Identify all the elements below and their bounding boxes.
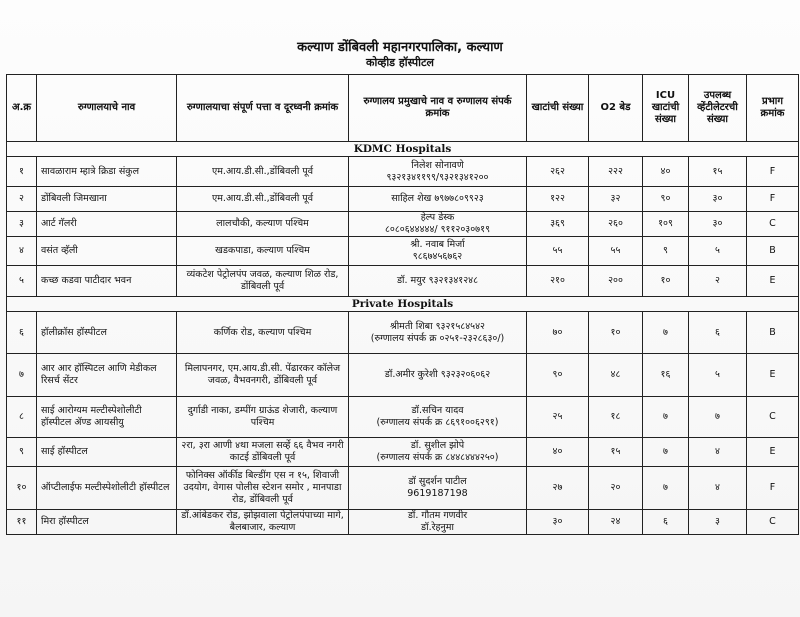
table-row xyxy=(7,510,799,535)
cell-beds: १२२ xyxy=(527,187,589,212)
cell-o2: १५ xyxy=(589,438,643,467)
col-ward: प्रभाग क्रमांक xyxy=(747,75,799,142)
contact-secondary: ९३२१३४११९९/९३२१३४१२०० xyxy=(386,171,489,183)
cell-name: आर्ट गॅलरी xyxy=(37,212,177,237)
cell-address: एम.आय.डी.सी.,डोंबिवली पूर्व xyxy=(177,157,349,187)
cell-address: एम.आय.डी.सी.,डोंबिवली पूर्व xyxy=(177,187,349,212)
cell-o2: २६० xyxy=(589,212,643,237)
cell-sr: ११ xyxy=(7,510,37,535)
cell-name: सावळाराम म्हात्रे क्रिडा संकुल xyxy=(37,157,177,187)
cell-contact xyxy=(349,212,527,237)
cell-sr: ६ xyxy=(7,312,37,354)
col-contact: रुग्णालय प्रमुखाचे नाव व रुग्णालय संपर्क क्रमांक xyxy=(349,75,527,142)
cell-sr: ५ xyxy=(7,266,37,297)
cell-contact xyxy=(349,354,527,397)
cell-vent: ७ xyxy=(689,397,747,438)
table-row xyxy=(7,467,799,510)
cell-sr: १ xyxy=(7,157,37,187)
cell-name: वसंत व्हॅली xyxy=(37,237,177,266)
contact-primary: श्री. नवाब मिर्जा xyxy=(410,239,465,250)
document-title: कल्याण डोंबिवली महानगरपालिका, कल्याण xyxy=(297,40,503,55)
cell-icu: ९० xyxy=(643,187,689,212)
contact-secondary: 9619187198 xyxy=(407,488,468,499)
contact-primary: डॉ.अमीर कुरेशी ९३२३२०६०६२ xyxy=(384,369,491,380)
cell-address: २रा, ३रा आणी ४था मजला सर्व्हे ६६ वैभव नगरी काटई डोंबिवली पूर्व xyxy=(177,438,349,467)
cell-address: लालचौकी, कल्याण पश्चिम xyxy=(177,212,349,237)
contact-primary: डॉ. गौतम गणवीर xyxy=(407,510,468,521)
cell-vent: ३ xyxy=(689,510,747,535)
cell-vent: ५ xyxy=(689,354,747,397)
section-row-private xyxy=(7,297,799,312)
cell-icu: ९ xyxy=(643,237,689,266)
col-name: रुग्णालयाचे नाव xyxy=(37,75,177,142)
cell-beds: ९० xyxy=(527,354,589,397)
cell-ward: B xyxy=(747,237,799,266)
cell-vent: ६ xyxy=(689,312,747,354)
cell-vent: २ xyxy=(689,266,747,297)
contact-secondary: (रुग्णालय संपर्क क्र ८४४८४४४२५०) xyxy=(376,452,499,463)
contact-secondary: (रुग्णालय संपर्क क्र ०२५१-२३२८६३०/) xyxy=(370,332,505,344)
col-vent: उपलब्ध व्हेंटीलेटरची संख्या xyxy=(689,75,747,142)
table-row xyxy=(7,438,799,467)
col-sr: अ.क्र xyxy=(7,75,37,142)
col-address: रुग्णालयाचा संपूर्ण पत्ता व दूरध्वनी क्रमांक xyxy=(177,75,349,142)
cell-o2: १८ xyxy=(589,397,643,438)
table-row xyxy=(7,397,799,438)
document-subtitle: कोव्हीड हॉस्पीटल xyxy=(366,56,434,69)
cell-beds: ५५ xyxy=(527,237,589,266)
cell-name: आर आर हॉस्पिटल आणि मेडीकल रिसर्च सेंटर xyxy=(37,354,177,397)
cell-address: दुर्गाडी नाका, डम्पींग ग्राऊंड शेजारी, कल्याण पश्चिम xyxy=(177,397,349,438)
cell-ward: E xyxy=(747,354,799,397)
cell-ward: E xyxy=(747,438,799,467)
cell-beds: ४० xyxy=(527,438,589,467)
contact-primary: डॉ सुदर्शन पाटील xyxy=(408,476,467,487)
cell-vent: ४ xyxy=(689,467,747,510)
contact-secondary: डॉ.रेहनुमा xyxy=(421,522,454,533)
document-heading xyxy=(0,40,800,70)
cell-contact xyxy=(349,187,527,212)
cell-beds: ३६९ xyxy=(527,212,589,237)
cell-o2: ३२ xyxy=(589,187,643,212)
cell-name: साई आरोग्यम मल्टीस्पेशोलीटी हॉस्पीटल ॲण्ड आयसीयु xyxy=(37,397,177,438)
cell-contact xyxy=(349,510,527,535)
cell-icu: ६ xyxy=(643,510,689,535)
cell-sr: ७ xyxy=(7,354,37,397)
cell-vent: १५ xyxy=(689,157,747,187)
cell-ward: C xyxy=(747,212,799,237)
cell-sr: ४ xyxy=(7,237,37,266)
header-row xyxy=(7,75,799,142)
table-row xyxy=(7,266,799,297)
cell-icu: १० xyxy=(643,266,689,297)
cell-icu: १०९ xyxy=(643,212,689,237)
cell-ward: F xyxy=(747,467,799,510)
cell-sr: २ xyxy=(7,187,37,212)
contact-primary: साहिल शेख ७९७७८०९९२३ xyxy=(391,193,484,204)
cell-vent: ५ xyxy=(689,237,747,266)
contact-primary: डॉ. मयुर ९३२१३४१२४८ xyxy=(396,275,479,286)
cell-address: व्यंकटेश पेट्रोलपंप जवळ, कल्याण शिळ रोड, डोंबिवली पूर्व xyxy=(177,266,349,297)
cell-vent: ३० xyxy=(689,187,747,212)
cell-ward: F xyxy=(747,187,799,212)
cell-o2: १० xyxy=(589,312,643,354)
cell-sr: १० xyxy=(7,467,37,510)
cell-ward: C xyxy=(747,397,799,438)
hospital-table xyxy=(6,74,799,535)
col-beds: खाटांची संख्या xyxy=(527,75,589,142)
cell-beds: २५ xyxy=(527,397,589,438)
table-row xyxy=(7,237,799,266)
contact-primary: डॉ.सचिन यादव xyxy=(411,405,464,416)
cell-sr: ३ xyxy=(7,212,37,237)
contact-secondary: ९८६७४५६७६२ xyxy=(412,251,463,262)
cell-ward: B xyxy=(747,312,799,354)
contact-secondary: (रुग्णालय संपर्क क्र ८६९१००६२९१) xyxy=(376,417,499,428)
contact-primary: डॉ. सुशील झोपे xyxy=(410,440,465,451)
cell-address: खडकपाडा, कल्याण पश्चिम xyxy=(177,237,349,266)
cell-icu: ४० xyxy=(643,157,689,187)
cell-ward: F xyxy=(747,157,799,187)
cell-o2: ५५ xyxy=(589,237,643,266)
cell-o2: २२२ xyxy=(589,157,643,187)
cell-ward: C xyxy=(747,510,799,535)
cell-name: हॉलीक्रॉस हॉस्पीटल xyxy=(37,312,177,354)
cell-vent: ४ xyxy=(689,438,747,467)
cell-address: कर्णिक रोड, कल्याण पश्चिम xyxy=(177,312,349,354)
cell-o2: २०० xyxy=(589,266,643,297)
cell-icu: १६ xyxy=(643,354,689,397)
cell-name: मिरा हॉस्पीटल xyxy=(37,510,177,535)
cell-address: फोनिक्स ऑर्कीड बिल्डींग एस न १५, शिवाजी उदयोग, वेगास पोलीस स्टेशन समोर , मानपाडा रोड, डोंबिवली पूर्व xyxy=(177,467,349,510)
cell-contact xyxy=(349,266,527,297)
cell-beds: ३० xyxy=(527,510,589,535)
cell-icu: ७ xyxy=(643,397,689,438)
cell-sr: ९ xyxy=(7,438,37,467)
cell-name: साई हॉस्पीटल xyxy=(37,438,177,467)
cell-address: मिलापनगर, एम.आय.डी.सी. पेंढारकर कॉलेज जवळ, वैभवनगरी, डोंबिवली पूर्व xyxy=(177,354,349,397)
cell-icu: ७ xyxy=(643,467,689,510)
section-title: Private Hospitals xyxy=(7,297,799,312)
cell-contact xyxy=(349,312,527,354)
cell-sr: ८ xyxy=(7,397,37,438)
cell-ward: E xyxy=(747,266,799,297)
cell-contact xyxy=(349,467,527,510)
cell-name: कच्छ कडवा पाटीदार भवन xyxy=(37,266,177,297)
cell-contact xyxy=(349,237,527,266)
cell-name: ऑप्टीलाईफ मल्टीस्पेशोलीटी हॉस्पीटल xyxy=(37,467,177,510)
cell-o2: ४८ xyxy=(589,354,643,397)
col-icu: ICU खाटांची संख्या xyxy=(643,75,689,142)
cell-vent: ३० xyxy=(689,212,747,237)
cell-icu: ७ xyxy=(643,438,689,467)
col-o2: O2 बेड xyxy=(589,75,643,142)
section-row-kdmc xyxy=(7,142,799,157)
table-row xyxy=(7,157,799,187)
cell-o2: २४ xyxy=(589,510,643,535)
cell-name: डोंबिवली जिमखाना xyxy=(37,187,177,212)
contact-primary: हेल्प डेस्क xyxy=(420,212,455,223)
cell-beds: २६२ xyxy=(527,157,589,187)
table-row xyxy=(7,212,799,237)
cell-contact xyxy=(349,397,527,438)
cell-contact xyxy=(349,157,527,187)
cell-contact xyxy=(349,438,527,467)
cell-beds: ७० xyxy=(527,312,589,354)
cell-beds: २१० xyxy=(527,266,589,297)
cell-beds: २७ xyxy=(527,467,589,510)
contact-secondary: ८०८०६४४४४४/ ९११२०३०७१९ xyxy=(384,224,491,235)
cell-icu: ७ xyxy=(643,312,689,354)
contact-primary: निलेश सोनावणे xyxy=(411,159,464,171)
cell-address: डॉ.आंबेडकर रोड, झोझवाला पेट्रोलपंपाच्या मागे, बैलबाजार, कल्याण xyxy=(177,510,349,535)
table-row xyxy=(7,354,799,397)
contact-primary: श्रीमती शिबा ९३२१५८४५४२ xyxy=(390,320,485,332)
table-row xyxy=(7,187,799,212)
section-title: KDMC Hospitals xyxy=(7,142,799,157)
table-row xyxy=(7,312,799,354)
cell-o2: २० xyxy=(589,467,643,510)
